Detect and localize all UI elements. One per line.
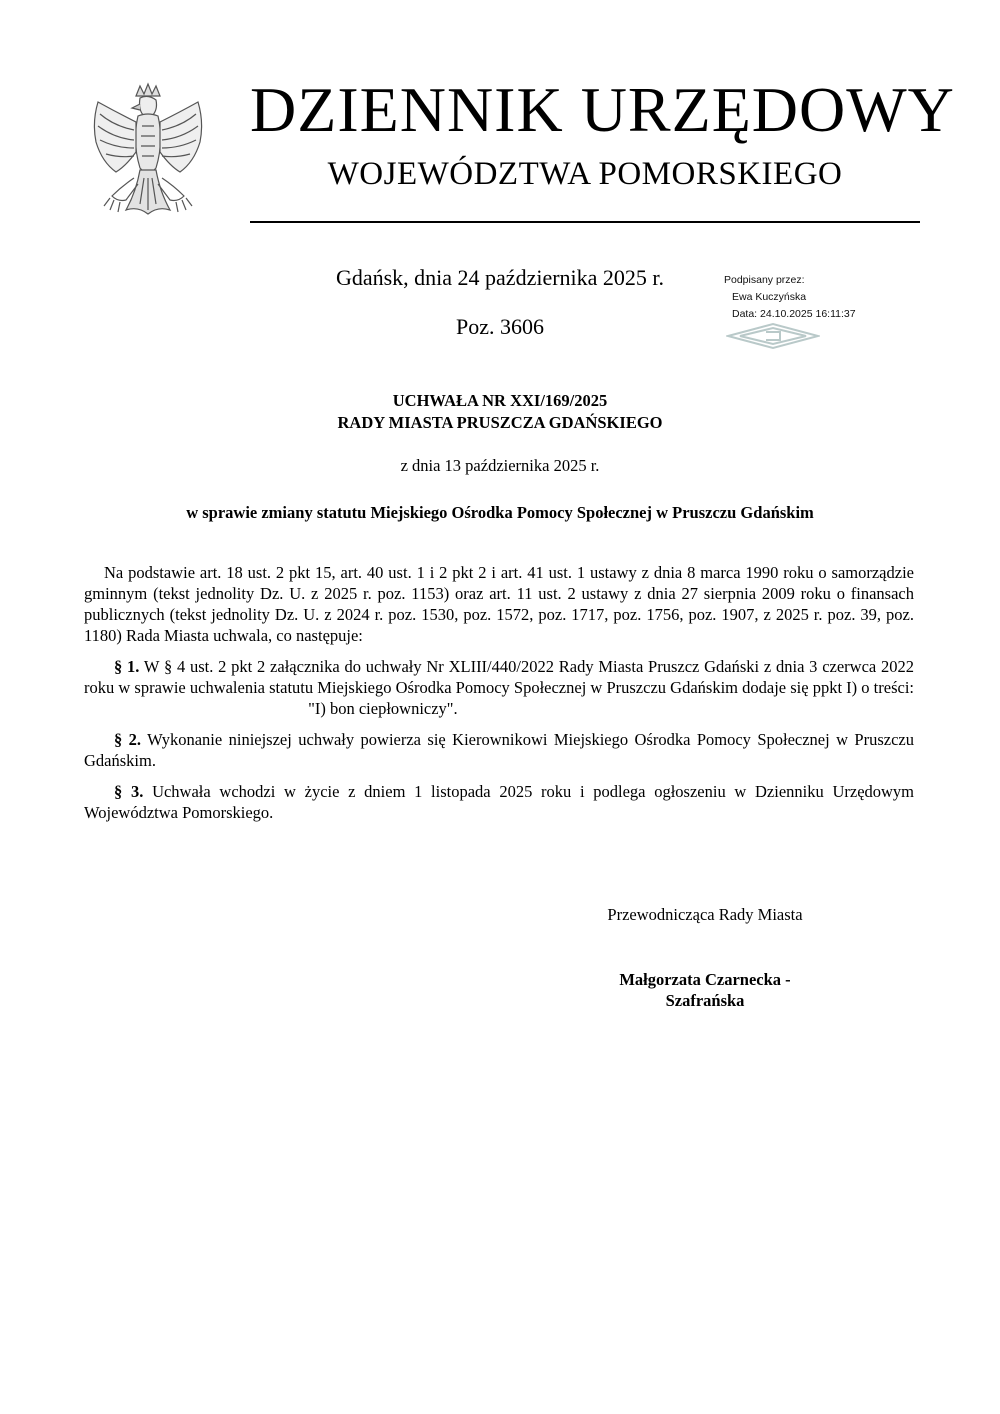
signature-signer: Ewa Kuczyńska: [732, 291, 807, 303]
paragraph-3-text: Uchwała wchodzi w życie z dniem 1 listopada 2025 roku i podlega ogłoszeniu w Dzienniku Urzędowym Województwa Pomorskiego.: [84, 782, 915, 822]
resolution-number: UCHWAŁA NR XXI/169/2025: [392, 391, 608, 410]
paragraph-1-label: § 1.: [114, 657, 140, 676]
paragraph-2-text: Wykonanie niniejszej uchwały powierza się Kierownikowi Miejskiego Ośrodka Pomocy Społecznej w Pruszczu Gdańskim.: [84, 730, 914, 770]
paragraph-2-label: § 2.: [114, 730, 142, 749]
chairperson-name: [560, 969, 850, 1011]
digital-signature-block: [724, 272, 964, 323]
paragraph-1: [84, 656, 914, 719]
resolution-subject: w sprawie zmiany statutu Miejskiego Ośrodka Pomocy Społecznej w Pruszczu Gdańskim: [186, 503, 814, 522]
journal-title: DZIENNIK URZĘDOWY: [250, 74, 955, 145]
paragraph-3-label: § 3.: [114, 782, 144, 801]
polish-eagle-emblem-icon: [86, 82, 206, 232]
digital-signature-mark-icon: [726, 322, 820, 350]
preamble: Na podstawie art. 18 ust. 2 pkt 15, art. 40 ust. 1 i 2 pkt 2 i art. 41 ust. 1 ustawy z dnia 8 marca 1990 roku o samorządzie gminnym (tekst jednolity Dz. U. z 2025 r. poz. 1153) oraz art. 11 ust. 2 ustawy z dnia 27 sierpnia 2009 roku o finansach publicznych (tekst jednolity Dz. U. z 2024 r. poz. 1530, poz. 1572, poz. 1717, poz. 1756, poz. 1907, z 2025 r. poz. 39, poz. 1180) Rada Miasta uchwala, co następuje:: [84, 563, 914, 645]
paragraph-3: [84, 781, 914, 823]
journal-subtitle: WOJEWÓDZTWA POMORSKIEGO: [327, 156, 843, 192]
paragraph-1-quote: "I) bon ciepłowniczy".: [308, 699, 458, 718]
signature-label: Podpisany przez:: [724, 274, 805, 286]
header-divider: [250, 221, 920, 223]
paragraph-1-text: W § 4 ust. 2 pkt 2 załącznika do uchwały Nr XLIII/440/2022 Rady Miasta Pruszcz Gdański z dnia 3 czerwca 2022 roku w sprawie uchwalenia statutu Miejskiego Ośrodka Pomocy Społecznej w Pruszczu Gdańskim dodaje się ppkt I) o treści:: [84, 657, 915, 697]
publication-date: Gdańsk, dnia 24 października 2025 r.: [335, 265, 665, 290]
resolution-body: [84, 562, 914, 833]
paragraph-2: [84, 729, 914, 771]
chairperson-name-line-1: Małgorzata Czarnecka -: [619, 970, 791, 989]
publication-position: Poz. 3606: [456, 314, 544, 339]
chairperson-role: Przewodnicząca Rady Miasta: [607, 905, 803, 924]
resolution-council: RADY MIASTA PRUSZCZA GDAŃSKIEGO: [337, 413, 663, 432]
chairperson-name-line-2: Szafrańska: [665, 991, 745, 1010]
signature-date: Data: 24.10.2025 16:11:37: [732, 308, 856, 320]
resolution-date: z dnia 13 października 2025 r.: [400, 456, 600, 475]
